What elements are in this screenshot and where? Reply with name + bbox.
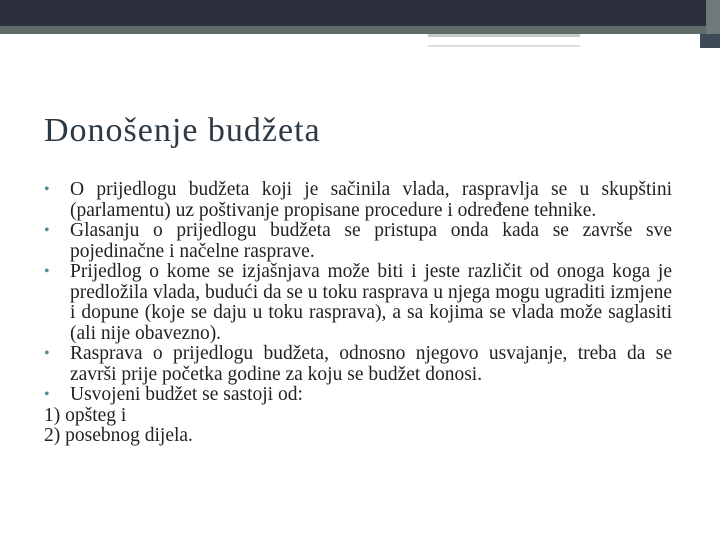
- header-bar: [0, 0, 720, 26]
- slide-body: [44, 180, 672, 447]
- bullet-item: [44, 385, 672, 406]
- accent-line-secondary: [428, 45, 580, 47]
- bullet-text: Prijedlog o kome se izjašnjava može biti i jeste različit od onoga koga je predložila vlada, budući da se u toku rasprava u njega mogu ugraditi izmjene i dopune (koje se daju u toku rasprava), a sa kojima se vlada može saglasiti (ali nije obavezno).: [70, 261, 672, 344]
- bullet-icon: •: [44, 222, 50, 239]
- bullet-icon: •: [44, 345, 50, 362]
- bullet-item: [44, 221, 672, 262]
- bullet-text: O prijedlogu budžeta koji je sačinila vlada, raspravlja se u skupštini (parlamentu) uz poštivanje propisane procedure i određene tehnike.: [70, 179, 672, 221]
- slide-title: Donošenje budžeta: [44, 112, 321, 149]
- header-notch: [700, 34, 720, 48]
- bullet-item: [44, 180, 672, 221]
- bullet-text: Usvojeni budžet se sastoji od:: [70, 384, 303, 405]
- bullet-text: Glasanju o prijedlogu budžeta se pristupa onda kada se završe sve pojedinačne i načelne rasprave.: [70, 220, 672, 262]
- bullet-text: Rasprava o prijedlogu budžeta, odnosno njegovo usvajanje, treba da se završi prije početka godine za koju se budžet donosi.: [70, 343, 672, 385]
- bullet-icon: •: [44, 181, 50, 198]
- bullet-item: [44, 262, 672, 344]
- header-band: [0, 26, 706, 34]
- numbered-item: 2) posebnog dijela.: [44, 425, 193, 446]
- accent-line: [428, 34, 580, 37]
- bullet-item: [44, 344, 672, 385]
- bullet-icon: •: [44, 386, 50, 403]
- numbered-item: 1) opšteg i: [44, 404, 127, 426]
- bullet-icon: •: [44, 263, 50, 280]
